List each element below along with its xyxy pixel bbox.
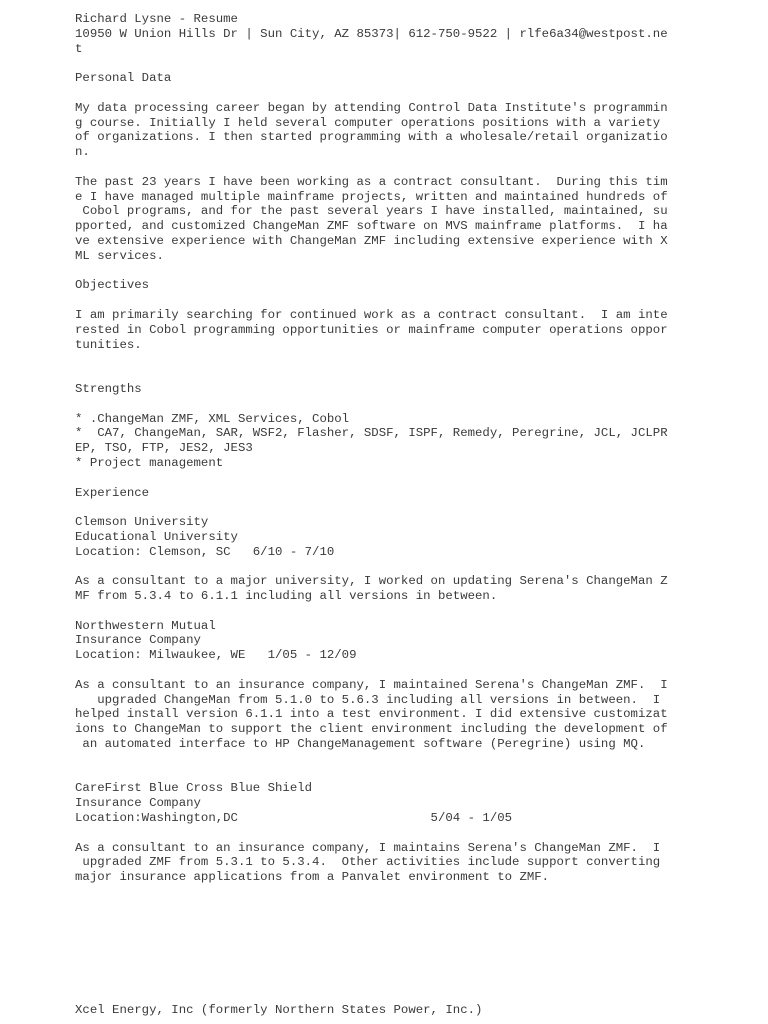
contact-info-line-wrap: t (75, 41, 83, 56)
experience-description: MF from 5.3.4 to 6.1.1 including all versions in between. (75, 589, 498, 604)
section-heading-objectives: Objectives (75, 278, 150, 293)
blank-line (75, 500, 685, 515)
blank-line (75, 559, 685, 574)
experience-description: upgraded ChangeMan from 5.1.0 to 5.6.3 including all versions in between. I (75, 692, 661, 707)
personal-data-text: My data processing career began by attending Control Data Institute's programmin (75, 100, 668, 115)
blank-line (75, 974, 685, 989)
employer-name: Xcel Energy, Inc (formerly Northern States Power, Inc.) (75, 1003, 483, 1018)
experience-description: ions to ChangeMan to support the client environment including the development of (75, 722, 668, 737)
blank-line (75, 264, 685, 279)
employer-name: Clemson University (75, 515, 209, 530)
blank-line (75, 663, 685, 678)
resume-document (75, 12, 685, 1018)
blank-line (75, 929, 685, 944)
strengths-item: * .ChangeMan ZMF, XML Services, Cobol (75, 411, 350, 426)
personal-data-text: g course. Initially I held several computer operations positions with a variety (75, 115, 668, 130)
experience-description: upgraded ZMF from 5.3.1 to 5.3.4. Other activities include support converting (75, 855, 661, 870)
employer-location: Location: Clemson, SC 6/10 - 7/10 (75, 544, 335, 559)
experience-description: an automated interface to HP ChangeManagement software (Peregrine) using MQ. (75, 737, 646, 752)
section-heading-personal-data: Personal Data (75, 71, 172, 86)
objectives-text: I am primarily searching for continued work as a contract consultant. I am inte (75, 307, 668, 322)
blank-line (75, 352, 685, 367)
experience-description: major insurance applications from a Panvalet environment to ZMF. (75, 870, 550, 885)
strengths-item: * Project management (75, 455, 224, 470)
personal-data-text: Cobol programs, and for the past several years I have installed, maintained, su (75, 204, 668, 219)
blank-line (75, 900, 685, 915)
employer-name: Northwestern Mutual (75, 618, 216, 633)
blank-line (75, 885, 685, 900)
blank-line (75, 604, 685, 619)
section-heading-experience: Experience (75, 485, 150, 500)
experience-description: As a consultant to a major university, I worked on updating Serena's ChangeMan Z (75, 574, 668, 589)
contact-info-line: 10950 W Union Hills Dr | Sun City, AZ 85373| 612-750-9522 | rlfe6a34@westpost.ne (75, 26, 668, 41)
section-heading-strengths: Strengths (75, 381, 142, 396)
experience-description: As a consultant to an insurance company, I maintained Serena's ChangeMan ZMF. I (75, 677, 668, 692)
strengths-item: EP, TSO, FTP, JES2, JES3 (75, 441, 253, 456)
blank-line (75, 915, 685, 930)
strengths-item: * CA7, ChangeMan, SAR, WSF2, Flasher, SDSF, ISPF, Remedy, Peregrine, JCL, JCLPR (75, 426, 668, 441)
blank-line (75, 397, 685, 412)
personal-data-text: ve extensive experience with ChangeMan ZMF including extensive experience with X (75, 233, 668, 248)
employer-type: Insurance Company (75, 633, 201, 648)
employer-type: Educational University (75, 529, 238, 544)
personal-data-text: e I have managed multiple mainframe projects, written and maintained hundreds of (75, 189, 668, 204)
employer-location: Location: Milwaukee, WE 1/05 - 12/09 (75, 648, 357, 663)
blank-line (75, 293, 685, 308)
blank-line (75, 826, 685, 841)
personal-data-text: n. (75, 145, 90, 160)
personal-data-text: The past 23 years I have been working as a contract consultant. During this tim (75, 174, 668, 189)
personal-data-text: of organizations. I then started programming with a wholesale/retail organizatio (75, 130, 668, 145)
objectives-text: rested in Cobol programming opportunities or mainframe computer operations oppor (75, 322, 668, 337)
blank-line (75, 86, 685, 101)
employer-type: Insurance Company (75, 796, 201, 811)
blank-line (75, 471, 685, 486)
blank-line (75, 752, 685, 767)
experience-description: helped install version 6.1.1 into a test environment. I did extensive customizat (75, 707, 668, 722)
blank-line (75, 944, 685, 959)
personal-data-text: ML services. (75, 248, 164, 263)
employer-name: CareFirst Blue Cross Blue Shield (75, 781, 313, 796)
blank-line (75, 989, 685, 1004)
employer-location: Location:Washington,DC 5/04 - 1/05 (75, 811, 513, 826)
blank-line (75, 160, 685, 175)
objectives-text: tunities. (75, 337, 142, 352)
blank-line (75, 767, 685, 782)
blank-line (75, 367, 685, 382)
experience-description: As a consultant to an insurance company, I maintains Serena's ChangeMan ZMF. I (75, 840, 661, 855)
personal-data-text: pported, and customized ChangeMan ZMF software on MVS mainframe platforms. I ha (75, 219, 668, 234)
doc-title-line: Richard Lysne - Resume (75, 12, 238, 26)
blank-line (75, 56, 685, 71)
blank-line (75, 959, 685, 974)
